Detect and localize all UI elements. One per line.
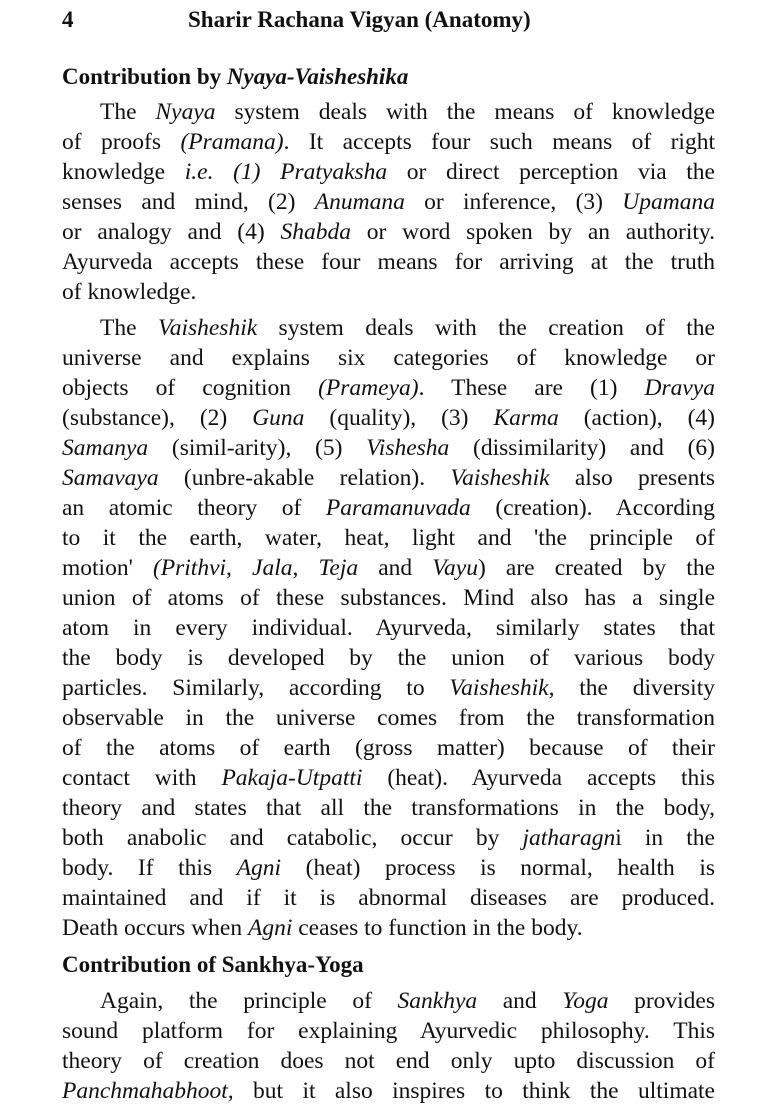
text-run: The (100, 315, 158, 341)
text-run: sound platform for explaining Ayurvedic philosophy. This (62, 1018, 715, 1044)
text-line (62, 493, 715, 523)
text-run: or word spoken by an authority. (350, 219, 715, 245)
text-run: universe and explains six categories of knowledge or (62, 345, 715, 371)
italic-term: Karma (493, 405, 559, 431)
text-run: motion' (62, 555, 153, 581)
text-run: (substance), (2) (62, 405, 253, 431)
text-run: the body is developed by the union of various body (62, 645, 715, 671)
text-run: (dissimilarity) and (6) (449, 435, 715, 461)
text-run: to it the earth, water, heat, light and 'the principle of (62, 525, 715, 551)
italic-term: (Prithvi, Jala, Teja (152, 555, 359, 581)
text-line (62, 883, 715, 913)
text-line (62, 1046, 715, 1076)
text-run: or inference, (3) (404, 189, 623, 215)
text-line (62, 583, 715, 613)
text-line (62, 986, 715, 1016)
text-line (62, 763, 715, 793)
text-run: (unbre-akable relation). (158, 465, 451, 491)
italic-term: Yoga (562, 988, 609, 1014)
text-line (62, 1016, 715, 1046)
text-run: system deals with the creation of the (257, 315, 715, 341)
section-heading-sankhya-yoga (62, 950, 364, 980)
italic-term: Pakaja-Utpatti (221, 765, 363, 791)
heading-text: Contribution by (62, 64, 227, 89)
italic-term: Agni (236, 855, 282, 881)
italic-term: Vaisheshik (450, 465, 550, 491)
text-run: an atomic theory of (62, 495, 326, 521)
italic-term: (Pramana) (180, 129, 284, 155)
paragraph-nyaya (62, 97, 715, 307)
text-run: union of atoms of these substances. Mind also has a single (62, 585, 715, 611)
book-title: Sharir Rachana Vigyan (Anatomy) (188, 7, 531, 32)
italic-term: Vishesha (366, 435, 450, 461)
text-run: ) are created by the (477, 555, 715, 581)
text-run: the diversity (554, 675, 715, 701)
text-line (62, 343, 715, 373)
text-run: Ayurveda accepts these four means for arriving at the truth (62, 249, 715, 275)
text-line (62, 913, 715, 943)
paragraph-vaisheshik (62, 313, 715, 943)
text-run: of knowledge. (62, 279, 197, 305)
italic-term: Samavaya (62, 465, 159, 491)
italic-term: Paramanuvada (325, 495, 471, 521)
heading-text: Contribution of Sankhya-Yoga (62, 952, 364, 977)
italic-term: Sankhya (397, 988, 478, 1014)
text-run: . These are (1) (418, 375, 645, 401)
italic-term: Guna (252, 405, 305, 431)
text-run: theory of creation does not end only upto discussion of (62, 1048, 715, 1074)
text-line (62, 823, 715, 853)
text-run: maintained and if it is abnormal diseases are produced. (62, 885, 715, 911)
text-line (62, 643, 715, 673)
text-run: and (477, 988, 563, 1014)
text-run: i in the (615, 825, 715, 851)
text-line (62, 733, 715, 763)
text-run: theory and states that all the transformations in the body, (62, 795, 715, 821)
text-run: particles. Similarly, according to (62, 675, 450, 701)
text-line (62, 793, 715, 823)
text-run: knowledge (62, 159, 185, 185)
text-line (62, 403, 715, 433)
text-run: provides (608, 988, 715, 1014)
text-run: (action), (4) (558, 405, 715, 431)
text-run: contact with (62, 765, 222, 791)
text-line (62, 187, 715, 217)
italic-term: Vaisheshik, (449, 675, 555, 701)
italic-term: (Prameya) (318, 375, 419, 401)
italic-term: Agni (247, 915, 293, 941)
running-head (62, 4, 722, 36)
text-line (62, 703, 715, 733)
text-run: objects of cognition (62, 375, 319, 401)
text-run: (simil-arity), (5) (148, 435, 367, 461)
text-run: both anabolic and catabolic, occur by (62, 825, 523, 851)
italic-term: Anumana (314, 189, 405, 215)
text-line (62, 463, 715, 493)
text-line (62, 1076, 715, 1106)
italic-term: Vaisheshik (157, 315, 258, 341)
italic-term: Samanya (62, 435, 149, 461)
text-run: (creation). According (470, 495, 715, 521)
text-run: or analogy and (4) (62, 219, 281, 245)
text-line (62, 217, 715, 247)
text-line (62, 613, 715, 643)
italic-term: Dravya (644, 375, 715, 401)
italic-term: Upamana (622, 189, 715, 215)
text-run: observable in the universe comes from the transformation (62, 705, 715, 731)
text-run: of the atoms of earth (gross matter) because of their (62, 735, 715, 761)
italic-term: jatharagn (522, 825, 616, 851)
page-number: 4 (62, 7, 74, 32)
text-line (62, 157, 715, 187)
text-line (62, 313, 715, 343)
text-line (62, 853, 715, 883)
text-run: atom in every individual. Ayurveda, similarly states that (62, 615, 715, 641)
text-line (62, 433, 715, 463)
text-run: Death occurs when (62, 915, 248, 941)
text-run: also presents (549, 465, 715, 491)
text-line (62, 277, 715, 307)
heading-italic-text: Nyaya-Vaisheshika (226, 64, 409, 89)
text-run: or direct perception via the (387, 159, 715, 185)
text-run: . It accepts four such means of right (283, 129, 715, 155)
text-line (62, 247, 715, 277)
text-line (62, 127, 715, 157)
text-run: The (100, 99, 156, 125)
text-run: ceases to function in the body. (292, 915, 583, 941)
italic-term: i.e. (1) Pratyaksha (184, 159, 388, 185)
text-line (62, 523, 715, 553)
italic-term: Nyaya (155, 99, 216, 125)
italic-term: Shabda (280, 219, 351, 245)
text-run: but it also inspires to think the ultimate (233, 1078, 715, 1104)
text-run: body. If this (62, 855, 237, 881)
paragraph-sankhya-yoga (62, 986, 715, 1106)
section-heading-nyaya-vaisheshika (62, 62, 408, 92)
text-run: Again, the principle of (100, 988, 398, 1014)
text-run: (heat) process is normal, health is (281, 855, 715, 881)
text-run: (quality), (3) (304, 405, 494, 431)
text-line (62, 553, 715, 583)
text-run: and (358, 555, 433, 581)
text-run: of proofs (62, 129, 181, 155)
italic-term: Vayu (432, 555, 478, 581)
text-line (62, 373, 715, 403)
italic-term: Panchmahabhoot, (62, 1078, 234, 1104)
text-run: senses and mind, (2) (62, 189, 315, 215)
text-run: (heat). Ayurveda accepts this (362, 765, 715, 791)
text-line (62, 673, 715, 703)
text-line (62, 97, 715, 127)
text-run: system deals with the means of knowledge (215, 99, 715, 125)
